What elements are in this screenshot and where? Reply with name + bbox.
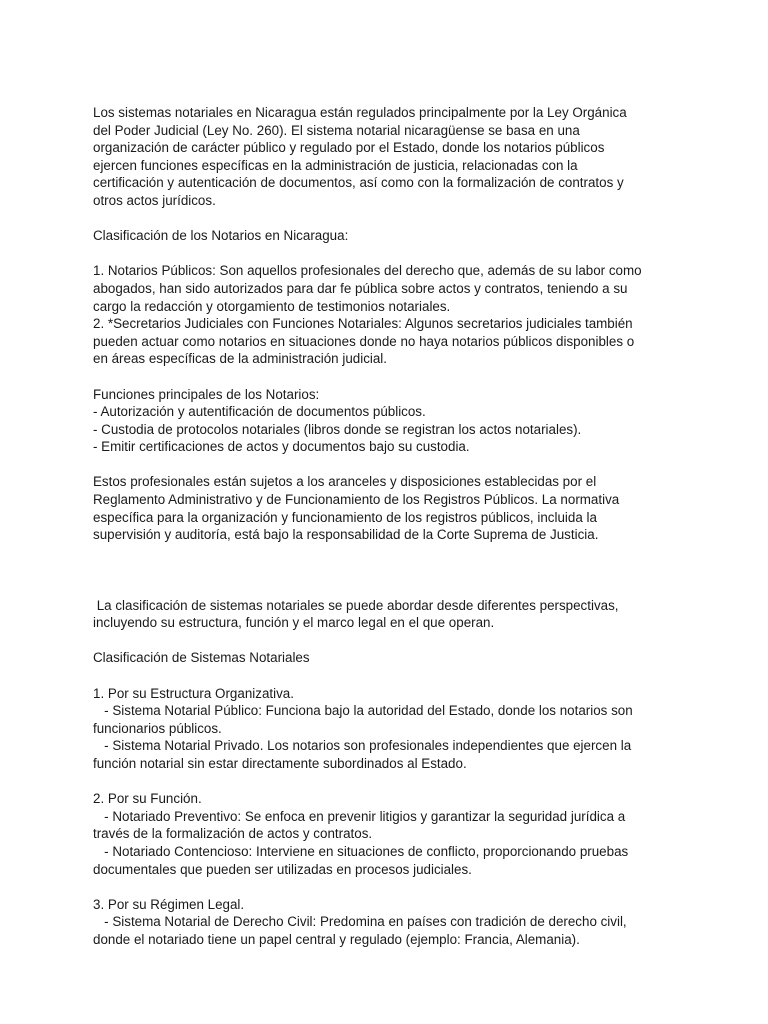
text-line: 2. *Secretarios Judiciales con Funciones Notariales: Algunos secretarios judiciales también [93, 316, 633, 332]
text-line: Clasificación de Sistemas Notariales [93, 650, 310, 666]
paragraph [93, 262, 693, 368]
text-line: cargo la redacción y otorgamiento de testimonios notariales. [93, 298, 451, 314]
text-line: específica para la organización y funcionamiento de los registros públicos, incluida la [93, 509, 597, 525]
text-line: supervisión y auditoría, está bajo la responsabilidad de la Corte Suprema de Justicia. [93, 527, 599, 543]
paragraph [93, 227, 693, 245]
text-line: organización de carácter público y regulado por el Estado, donde los notarios públicos [93, 140, 605, 156]
text-line: 2. Por su Función. [93, 791, 202, 807]
text-line: - Sistema Notarial Privado. Los notarios son profesionales independientes que ejercen la [93, 738, 632, 754]
text-line: otros actos jurídicos. [93, 192, 216, 208]
text-line: funcionarios públicos. [93, 720, 222, 736]
paragraph [93, 597, 693, 632]
text-line: Estos profesionales están sujetos a los aranceles y disposiciones establecidas por el [93, 474, 597, 490]
paragraph [93, 104, 693, 210]
text-line: 1. Notarios Públicos: Son aquellos profesionales del derecho que, además de su labor como [93, 263, 642, 279]
text-line: - Notariado Contencioso: Interviene en situaciones de conflicto, proporcionando pruebas [93, 843, 629, 859]
paragraph [93, 561, 693, 579]
text-line: La clasificación de sistemas notariales se puede abordar desde diferentes perspectivas, [93, 597, 619, 613]
paragraph [93, 473, 693, 543]
text-line: 3. Por su Régimen Legal. [93, 896, 245, 912]
text-line: Reglamento Administrativo y de Funcionamiento de los Registros Públicos. La normativa [93, 492, 620, 508]
text-line: incluyendo su estructura, función y el marco legal en el que operan. [93, 615, 495, 631]
text-line: del Poder Judicial (Ley No. 260). El sistema notarial nicaragüense se basa en una [93, 122, 580, 138]
text-line: - Sistema Notarial Público: Funciona bajo la autoridad del Estado, donde los notarios son [93, 703, 633, 719]
text-line: Los sistemas notariales en Nicaragua están regulados principalmente por la Ley Orgánica [93, 105, 627, 120]
text-line: pueden actuar como notarios en situaciones donde no haya notarios públicos disponibles o [93, 333, 635, 349]
document-page [93, 104, 693, 966]
paragraph [93, 790, 693, 878]
text-line: - Autorización y autentificación de documentos públicos. [93, 404, 426, 420]
text-line: en áreas específicas de la administración judicial. [93, 351, 388, 367]
text-line: través de la formalización de actos y contratos. [93, 826, 373, 842]
text-line: - Custodia de protocolos notariales (libros donde se registran los actos notariales). [93, 421, 582, 437]
text-line: 1. Por su Estructura Organizativa. [93, 685, 294, 701]
text-line: ejercen funciones específicas en la administración de justicia, relacionadas con la [93, 157, 578, 173]
text-line: certificación y autenticación de documentos, así como con la formalización de contratos y [93, 175, 624, 191]
text-line [93, 561, 693, 579]
paragraph [93, 896, 693, 949]
paragraph [93, 386, 693, 456]
text-line: documentales que pueden ser utilizadas en procesos judiciales. [93, 861, 472, 877]
text-line: donde el notariado tiene un papel central y regulado (ejemplo: Francia, Alemania). [93, 931, 580, 947]
paragraph [93, 649, 693, 667]
text-line: Clasificación de los Notarios en Nicaragua: [93, 228, 349, 244]
text-line: - Sistema Notarial de Derecho Civil: Predomina en países con tradición de derecho civil, [93, 914, 627, 930]
text-line: - Emitir certificaciones de actos y documentos bajo su custodia. [93, 439, 470, 455]
paragraph [93, 685, 693, 773]
text-line: Funciones principales de los Notarios: [93, 386, 320, 402]
text-line: - Notariado Preventivo: Se enfoca en prevenir litigios y garantizar la seguridad jurídica a [93, 808, 626, 824]
text-line: abogados, han sido autorizados para dar fe pública sobre actos y contratos, teniendo a su [93, 280, 628, 296]
text-line: función notarial sin estar directamente subordinados al Estado. [93, 755, 467, 771]
